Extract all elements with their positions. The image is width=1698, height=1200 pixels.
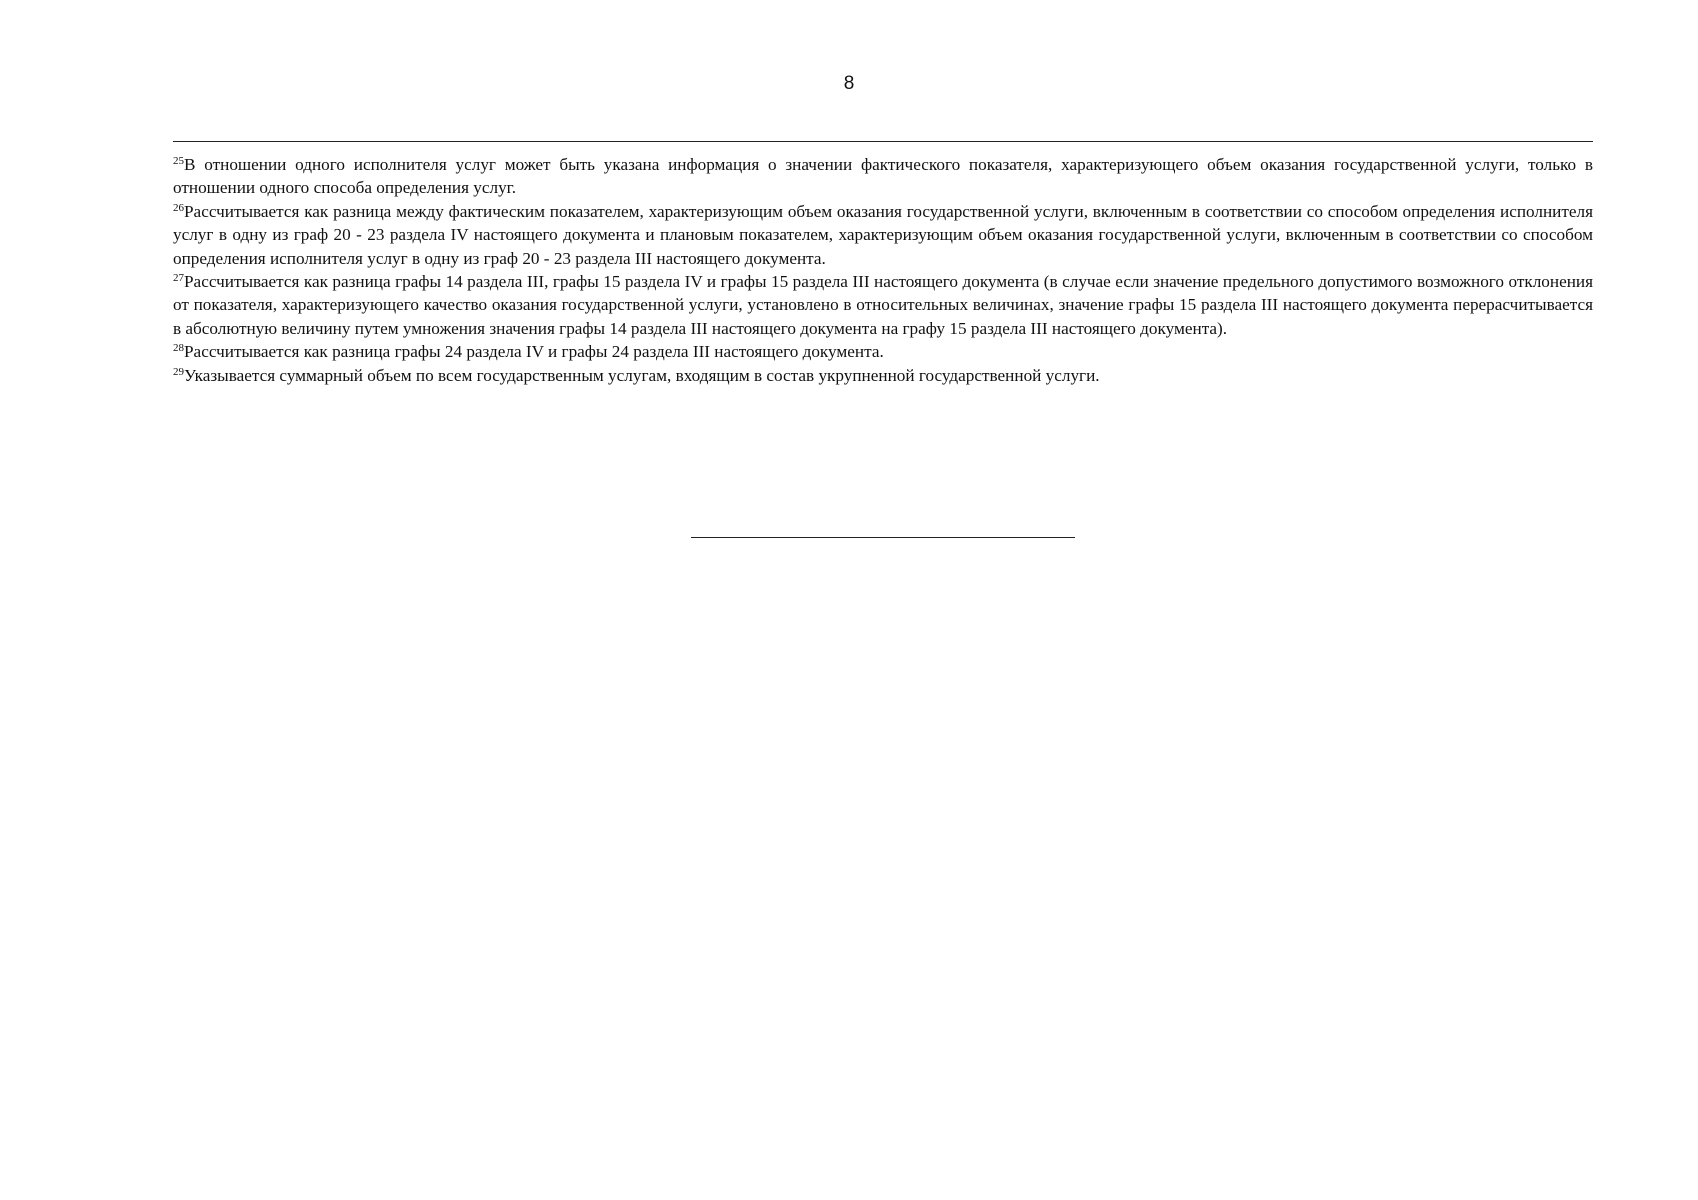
footnote-25 bbox=[173, 153, 1593, 200]
footnote-text: Рассчитывается как разница графы 24 раздела IV и графы 24 раздела III настоящего документа. bbox=[184, 342, 884, 362]
footnote-27 bbox=[173, 270, 1593, 340]
footnote-text: Рассчитывается как разница между фактическим показателем, характеризующим объем оказания государственной услуги, включенным в соответствии со способом определения исполнителя услуг в одну из граф 20 - 23 раздела IV настоящего документа и плановым показателем, характеризующим объем оказания государственной услуги, включенным в соответствии со способом определения исполнителя услуг в одну из граф 20 - 23 раздела III настоящего документа. bbox=[173, 201, 1593, 268]
footnote-marker: 25 bbox=[173, 155, 184, 167]
footnote-29 bbox=[173, 364, 1593, 387]
footnote-text: Рассчитывается как разница графы 14 раздела III, графы 15 раздела IV и графы 15 раздела III настоящего документа (в случае если значение предельного допустимого возможного отклонения от показателя, характеризующего качество оказания государственной услуги, установлено в относительных величинах, значение графы 15 раздела III настоящего документа перерасчитывается в абсолютную величину путем умножения значения графы 14 раздела III настоящего документа на графу 15 раздела III настоящего документа). bbox=[173, 272, 1593, 338]
document-end-line bbox=[691, 537, 1075, 538]
footnote-text: Указывается суммарный объем по всем государственным услугам, входящим в состав укрупненной государственной услуги. bbox=[184, 365, 1100, 385]
footnote-28 bbox=[173, 340, 1593, 363]
footnote-separator bbox=[173, 141, 1593, 142]
footnote-marker: 28 bbox=[173, 342, 184, 355]
footnotes-section bbox=[173, 153, 1593, 387]
footnote-text: В отношении одного исполнителя услуг может быть указана информация о значении фактического показателя, характеризующего объем оказания государственной услуги, только в отношении одного способа определения услуг. bbox=[173, 155, 1593, 198]
footnote-marker: 29 bbox=[173, 365, 184, 378]
footnote-marker: 26 bbox=[173, 201, 184, 214]
footnote-marker: 27 bbox=[173, 272, 184, 285]
footnote-26 bbox=[173, 200, 1593, 270]
page-number: 8 bbox=[843, 73, 855, 94]
